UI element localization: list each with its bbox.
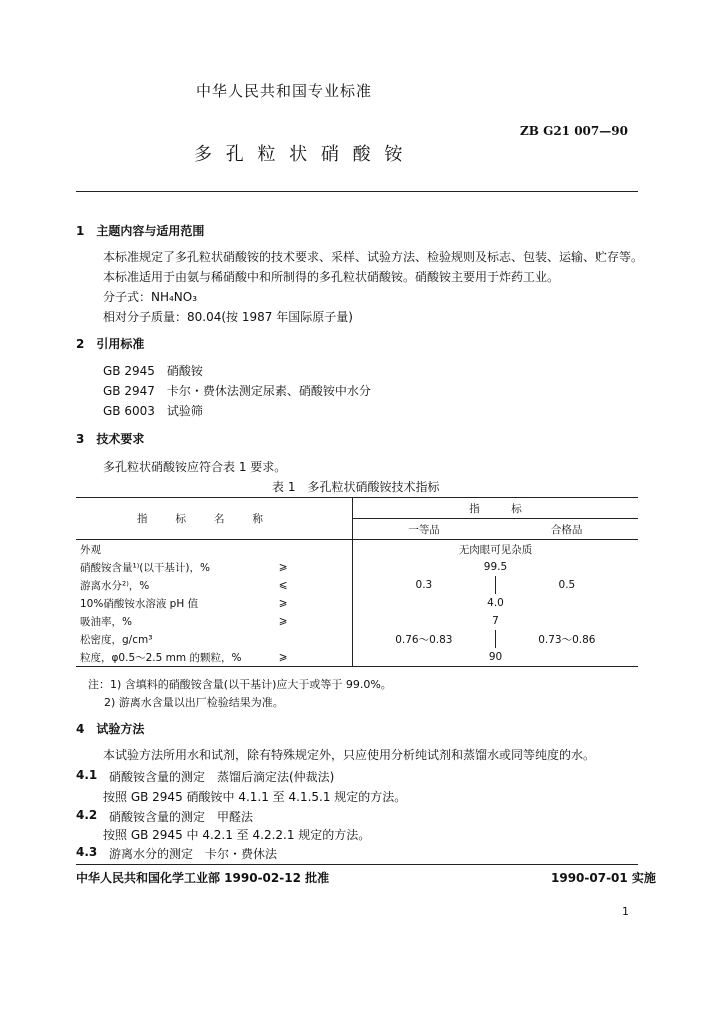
table-row-value-grade1: 0.76～0.83 <box>353 630 496 648</box>
table-row-name: 硝酸铵含量¹⁾(以干基计)，% <box>80 561 210 574</box>
section-3-heading: 3 技术要求 <box>76 432 145 446</box>
page-number: 1 <box>622 905 629 918</box>
standard-org: 中华人民共和国专业标准 <box>196 82 373 100</box>
reference-item: GB 2945 硝酸铵 <box>103 364 203 378</box>
effective-date: 1990-07-01 实施 <box>551 871 656 885</box>
molecular-formula: 分子式：NH₄NO₃ <box>103 290 198 304</box>
standard-code: ZB G21 007—90 <box>520 124 628 138</box>
footer-rule <box>76 864 638 865</box>
section-4-1-para: 按照 GB 2945 硝酸铵中 4.1.1 至 4.1.5.1 规定的方法。 <box>103 790 407 804</box>
reference-item: GB 2947 卡尔・费休法测定尿素、硝酸铵中水分 <box>103 384 371 398</box>
table-row-value: 无肉眼可见杂质 <box>458 543 533 556</box>
section-4-2-title: 硝酸铵含量的测定 甲醛法 <box>109 810 254 824</box>
table-row-value-grade1: 0.3 <box>353 576 496 594</box>
table-row-name: 10%硝酸铵水溶液 pH 值 <box>80 597 199 610</box>
molecular-mass: 相对分子质量：80.04(按 1987 年国际原子量) <box>103 310 353 324</box>
table-row-value-grade2: 0.5 <box>558 579 576 591</box>
table-row-name: 松密度，g/cm³ <box>80 633 153 646</box>
section-1-para-1: 本标准规定了多孔粒状硝酸铵的技术要求、采样、试验方法、检验规则及标志、包装、运输、贮存等。 <box>103 250 644 264</box>
table-row-name: 外观 <box>80 543 101 556</box>
table-row-value: 90 <box>488 651 503 663</box>
section-1-heading: 1 主题内容与适用范围 <box>76 224 205 238</box>
table-row-name: 吸油率，% <box>80 615 132 628</box>
section-4-3-title: 游离水分的测定 卡尔・费休法 <box>109 847 278 861</box>
table-row-symbol <box>214 630 352 648</box>
table-row-value: 7 <box>492 615 499 627</box>
approval-line: 中华人民共和国化学工业部 1990-02-12 批准 <box>76 871 330 885</box>
table-row-symbol: ⩾ <box>214 648 352 667</box>
header-rule <box>76 191 638 192</box>
section-4-2-para: 按照 GB 2945 中 4.2.1 至 4.2.2.1 规定的方法。 <box>103 828 371 842</box>
table-row-value-grade2: 0.73～0.86 <box>538 633 596 646</box>
table-note: 2) 游离水含量以出厂检验结果为准。 <box>104 696 284 709</box>
section-2-heading: 2 引用标准 <box>76 337 145 351</box>
section-4-2-number: 4.2 <box>76 808 98 822</box>
section-4-1-title: 硝酸铵含量的测定 蒸馏后滴定法(仲裁法) <box>109 770 335 784</box>
table-note: 注：1) 含填料的硝酸铵含量(以干基计)应大于或等于 99.0%。 <box>88 678 392 691</box>
table-row-value: 4.0 <box>487 597 504 609</box>
table-row-symbol: ⩾ <box>214 594 352 612</box>
section-3-para: 多孔粒状硝酸铵应符合表 1 要求。 <box>103 460 287 474</box>
section-4-3-number: 4.3 <box>76 845 98 859</box>
table-header-grade1: 一等品 <box>408 523 440 536</box>
section-1-para-2: 本标准适用于由氨与稀硝酸中和所制得的多孔粒状硝酸铵。硝酸铵主要用于炸药工业。 <box>103 270 560 284</box>
document-title: 多 孔 粒 状 硝 酸 铵 <box>194 144 407 165</box>
table-row-symbol: ⩾ <box>214 612 352 630</box>
table-row-symbol: ⩾ <box>214 558 352 576</box>
table-row-name: 粒度，φ0.5～2.5 mm 的颗粒，% <box>80 651 242 664</box>
table-header-name: 指标名称 <box>76 498 353 540</box>
table-row-symbol <box>214 540 352 559</box>
section-4-heading: 4 试验方法 <box>76 722 145 736</box>
table-header-index: 指 标 <box>353 498 639 519</box>
table-row-value: 99.5 <box>483 561 508 573</box>
spec-table <box>76 497 638 667</box>
reference-item: GB 6003 试验筛 <box>103 404 203 418</box>
table-header-grade2: 合格品 <box>550 523 583 536</box>
section-4-para: 本试验方法所用水和试剂，除有特殊规定外，只应使用分析纯试剂和蒸馏水或同等纯度的水。 <box>103 748 596 762</box>
table-row-name: 游离水分²⁾，% <box>80 579 150 592</box>
table-row-symbol: ⩽ <box>214 576 352 594</box>
section-4-1-number: 4.1 <box>76 768 98 782</box>
table-caption: 表 1 多孔粒状硝酸铵技术指标 <box>272 480 440 494</box>
